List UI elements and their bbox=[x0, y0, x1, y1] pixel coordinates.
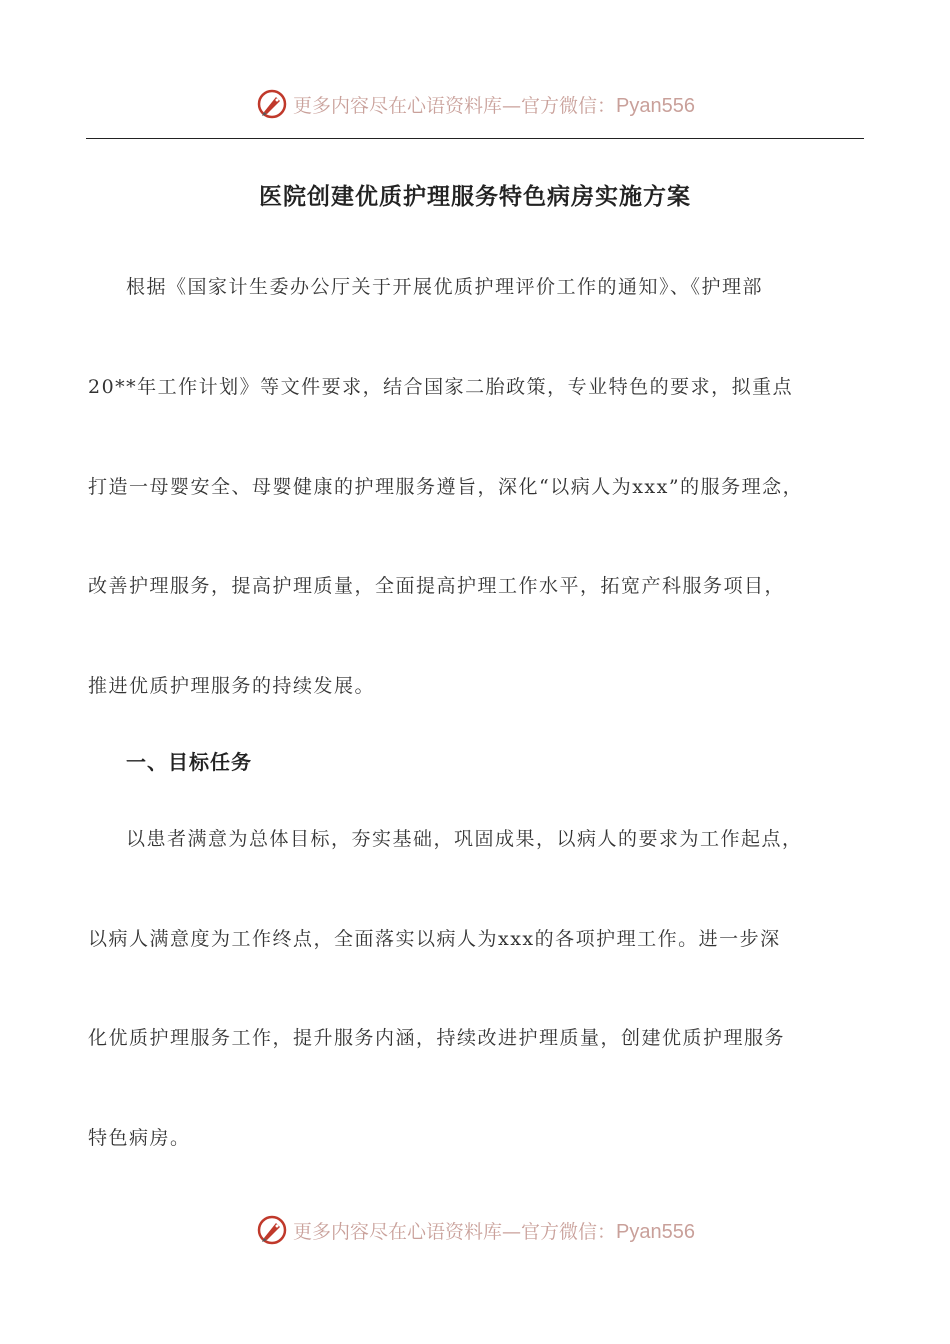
paragraph1-line: 打造一母婴安全、母婴健康的护理服务遵旨，深化“以病人为xxx”的服务理念， bbox=[88, 476, 804, 498]
header-banner-text: 更多内容尽在心语资料库—官方微信： bbox=[293, 94, 617, 117]
paragraph2-line: 特色病房。 bbox=[88, 1127, 191, 1149]
header-banner bbox=[0, 84, 950, 124]
pen-nib-logo-icon bbox=[255, 87, 289, 121]
document-title: 医院创建优质护理服务特色病房实施方案 bbox=[259, 184, 691, 210]
footer-banner-text: 更多内容尽在心语资料库—官方微信： bbox=[293, 1220, 617, 1243]
paragraph2-line: 以患者满意为总体目标，夯实基础，巩固成果，以病人的要求为工作起点， bbox=[126, 828, 803, 850]
paragraph2-line: 化优质护理服务工作，提升服务内涵，持续改进护理质量，创建优质护理服务 bbox=[88, 1027, 786, 1049]
section-heading: 一、目标任务 bbox=[126, 750, 252, 774]
pen-nib-logo-icon bbox=[255, 1213, 289, 1247]
header-banner-wechat-id: Pyan556 bbox=[616, 94, 695, 117]
paragraph1-line: 改善护理服务，提高护理质量，全面提高护理工作水平，拓宽产科服务项目， bbox=[88, 575, 786, 597]
footer-banner-wechat-id: Pyan556 bbox=[616, 1220, 695, 1243]
paragraph1-line: 20**年工作计划》等文件要求，结合国家二胎政策，专业特色的要求，拟重点 bbox=[88, 376, 794, 398]
paragraph2-line: 以病人满意度为工作终点，全面落实以病人为xxx的各项护理工作。进一步深 bbox=[88, 928, 781, 950]
footer-banner bbox=[0, 1210, 950, 1250]
paragraph1-line: 推进优质护理服务的持续发展。 bbox=[88, 675, 376, 697]
header-divider bbox=[86, 138, 864, 139]
paragraph1-line: 根据《国家计生委办公厅关于开展优质护理评价工作的通知》、《护理部 bbox=[126, 276, 764, 298]
